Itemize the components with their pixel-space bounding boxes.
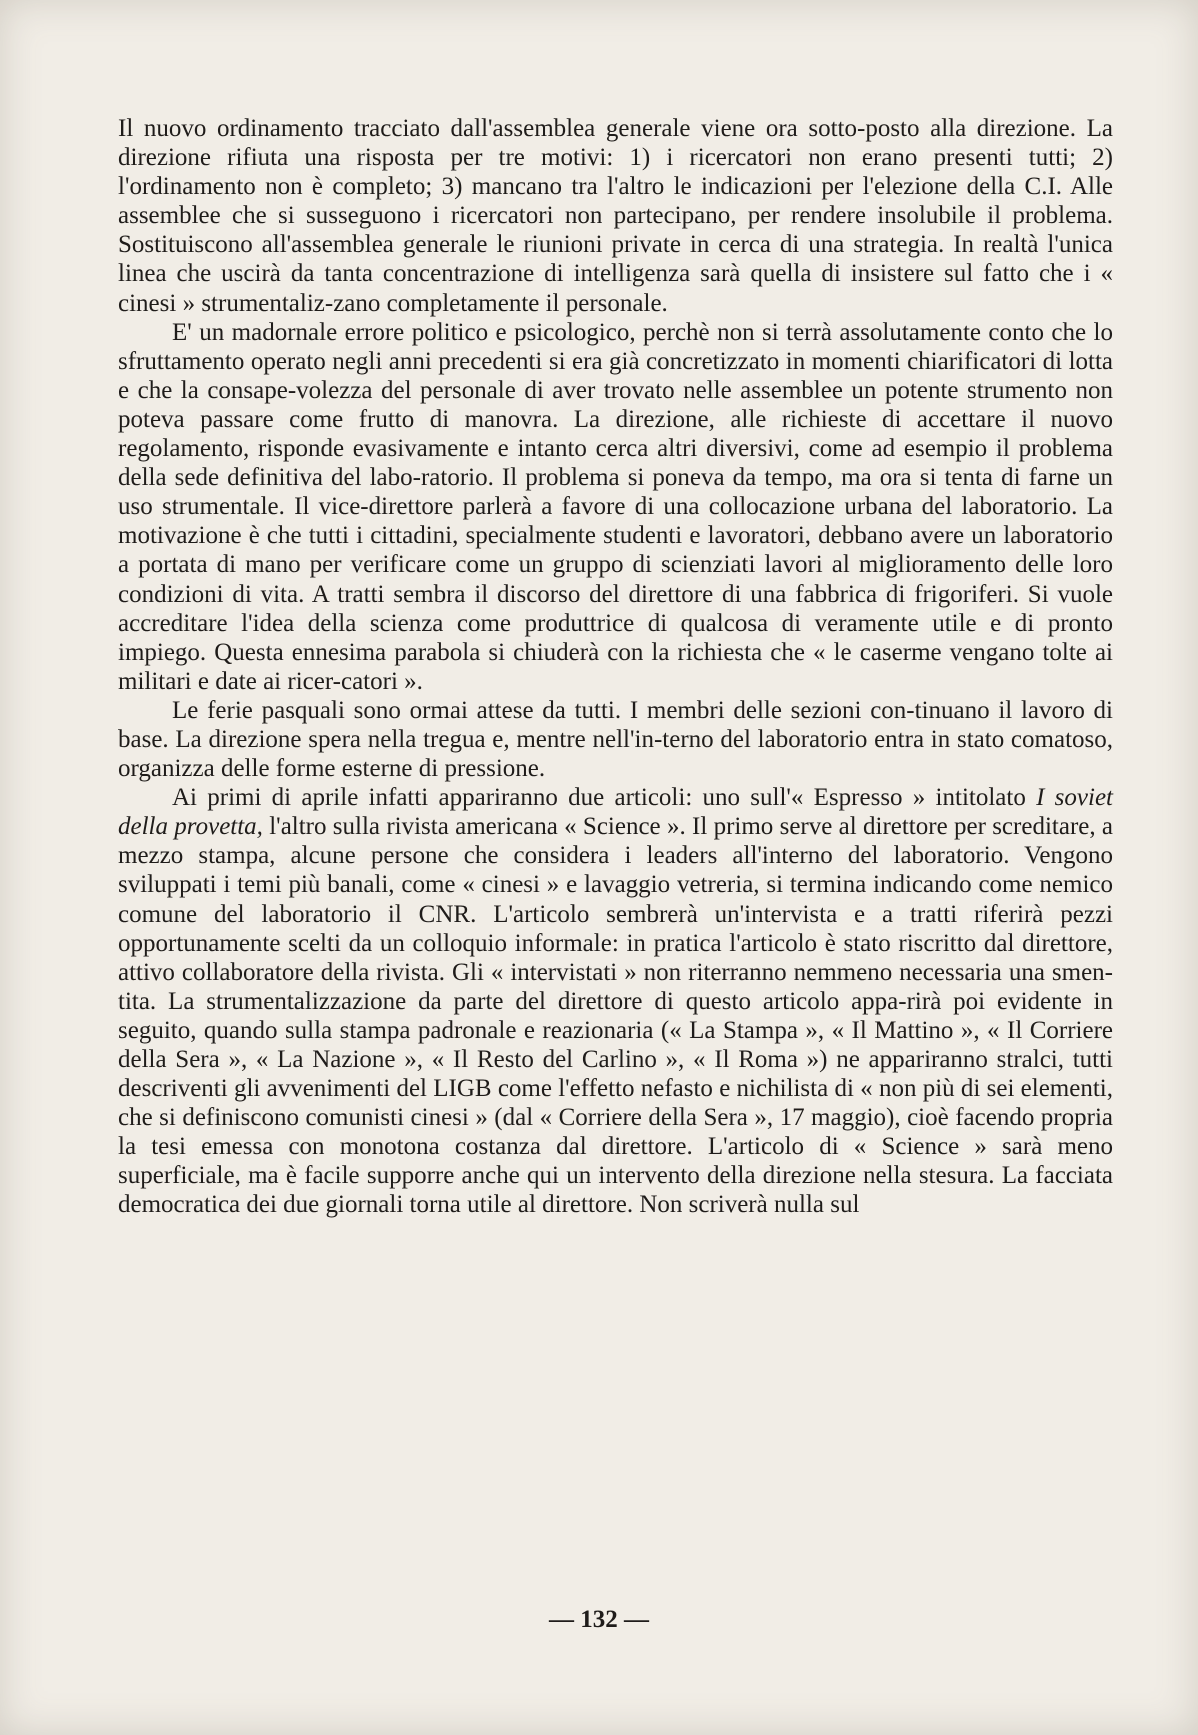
article-title-italic: I soviet della provetta,	[118, 784, 1113, 841]
paragraph-4-rest: l'altro sulla rivista americana « Science ». Il primo serve al direttore per screditare, a mezzo stampa, alcune persone che considera i leaders all'interno del laboratorio. Vengono sviluppati i temi più banali, come « cinesi » e lavaggio vetreria, si termina indicando come nemico comune del laboratorio il CNR. L'articolo sembrerà un'intervista e a tratti riferirà pezzi opportunamente scelti da un colloquio informale: in pratica l'articolo è stato riscritto dal direttore, attivo collaboratore della rivista. Gli « intervistati » non riterranno nemmeno necessaria una smen-tita. La strumentalizzazione da parte del direttore di questo articolo appa-rirà poi evidente in seguito, quando sulla stampa padronale e reazionaria (« La Stampa », « Il Mattino », « Il Corriere della Sera », « La Nazione », « Il Resto del Carlino », « Il Roma ») ne appariranno stralci, tutti descriventi gli avvenimenti del LIGB come l'effetto nefasto e nichilista di « non più di sei elementi, che si definiscono comunisti cinesi » (dal « Corriere della Sera », 17 maggio), cioè facendo propria la tesi emessa con monotona costanza dal direttore. L'articolo di « Science » sarà meno superficiale, ma è facile supporre anche qui un intervento della direzione nella stesura. La facciata democratica dei due giornali torna utile al direttore. Non scriverà nulla sul	[118, 813, 1114, 1219]
paragraph-4	[118, 783, 1113, 1219]
body-text	[118, 114, 1113, 1220]
paragraph-3: Le ferie pasquali sono ormai attese da tutti. I membri delle sezioni con-tinuano il lavoro di base. La direzione spera nella tregua e, mentre nell'in-terno del laboratorio entra in stato comatoso, organizza delle forme esterne di pressione.	[118, 696, 1113, 783]
paragraph-4-lead: Ai primi di aprile infatti appariranno due articoli: uno sull'« Espresso » intitolato	[172, 784, 1037, 812]
paragraph-2: E' un madornale errore politico e psicologico, perchè non si terrà assolutamente conto che lo sfruttamento operato negli anni precedenti si era già concretizzato in momenti chiarificatori di lotta e che la consape-volezza del personale di aver trovato nelle assemblee un potente strumento non poteva passare come frutto di manovra. La direzione, alle richieste di accettare il nuovo regolamento, risponde evasivamente e intanto cerca altri diversivi, come ad esempio il problema della sede definitiva del labo-ratorio. Il problema si poneva da tempo, ma ora si tenta di farne un uso strumentale. Il vice-direttore parlerà a favore di una collocazione urbana del laboratorio. La motivazione è che tutti i cittadini, specialmente studenti e lavoratori, debbano avere un laboratorio a portata di mano per verificare come un gruppo di scienziati lavori al miglioramento delle loro condizioni di vita. A tratti sembra il discorso del direttore di una fabbrica di frigoriferi. Si vuole accreditare l'idea della scienza come produttrice di qualcosa di veramente utile e di pronto impiego. Questa ennesima parabola si chiuderà con la richiesta che « le caserme vengano tolte ai militari e date ai ricer-catori ».	[118, 318, 1113, 695]
page-number: — 132 —	[549, 1606, 649, 1633]
paragraph-1: Il nuovo ordinamento tracciato dall'assemblea generale viene ora sotto-posto alla direzione. La direzione rifiuta una risposta per tre motivi: 1) i ricercatori non erano presenti tutti; 2) l'ordinamento non è completo; 3) mancano tra l'altro le indicazioni per l'elezione della C.I. Alle assemblee che si susseguono i ricercatori non partecipano, per rendere insolubile il problema. Sostituiscono all'assemblea generale le riunioni private in cerca di una strategia. In realtà l'unica linea che uscirà da tanta concentrazione di intelligenza sarà quella di insistere sul fatto che i « cinesi » strumentaliz-zano completamente il personale.	[118, 115, 1113, 317]
